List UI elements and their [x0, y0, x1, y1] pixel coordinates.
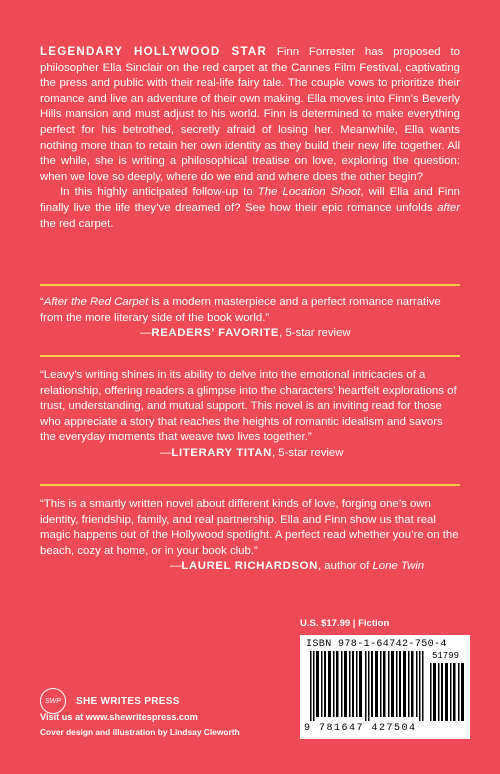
blurb-text: the red carpet.: [40, 217, 114, 230]
price-category: U.S. $17.99 | Fiction: [300, 618, 390, 629]
barcode: [300, 635, 470, 739]
blurb-paragraph-2: [40, 185, 460, 232]
ean-barcode-bars: [310, 651, 424, 721]
publisher-name: SHE WRITES PRESS: [76, 695, 180, 707]
quote-body: is a modern masterpiece and a perfect romance narrative from the more literary side of the book world.”: [40, 296, 441, 324]
quote-work-title: Lone Twin: [372, 560, 425, 573]
cover-credit: Cover design and illustration by Lindsay Cleworth: [40, 727, 240, 737]
quote-source: LITERARY TITAN: [171, 446, 272, 459]
emphasis: after: [437, 201, 460, 214]
quote-source: LAUREL RICHARDSON: [181, 560, 318, 573]
book-title-ref: The Location Shoot: [257, 186, 361, 199]
publisher-logo-icon: SWP: [40, 688, 66, 714]
review-quote-2: [40, 368, 460, 462]
quote-note: , 5-star review: [279, 327, 351, 340]
addon-price-code: 51799: [432, 651, 460, 661]
blurb-text: In this highly anticipated follow-up to: [60, 186, 258, 199]
quote-note: , author of: [317, 560, 373, 573]
divider-rule: [40, 284, 460, 286]
quote-note: , 5-star review: [271, 446, 344, 459]
divider-rule: [40, 484, 460, 486]
blurb-text: , will Ella and Finn finally live the life they’ve dreamed of? See how their epic romance unfolds: [40, 186, 460, 214]
publisher-website: Visit us at www.shewritespress.com: [40, 712, 198, 722]
quote-attribution: —LITERARY TITAN, 5-star review: [160, 446, 344, 459]
blurb-text: Finn Forrester has proposed to philosopher Ella Sinclair on the red carpet at the Cannes Film Festival, captivating the press and public with their real-life fairy tale. The couple vows to prioritize their romance and live an adventure of their own making. Ella moves into Finn’s Beverly Hills mansion and must adjust to his world. Finn is determined to make everything perfect for his betrothed, secretly afraid of losing her. Meanwhile, Ella wants nothing more than to retain her own identity as they build their new life together. All the while, she is writing a philosophical treatise on love, exploring the question: when we love so deeply, where do we end and where does the other begin?: [40, 46, 460, 183]
quote-book-title: After the Red Carpet: [43, 296, 149, 308]
review-quote-1: [40, 295, 460, 342]
quote-attribution: —READERS’ FAVORITE, 5-star review: [140, 327, 351, 340]
ean-number: 9 781647 427504: [304, 723, 417, 734]
quote-source: READERS’ FAVORITE: [151, 327, 280, 340]
divider-rule: [40, 355, 460, 357]
addon-barcode-bars: [430, 663, 466, 721]
quote-text: “Leavy’s writing shines in its ability to delve into the emotional intricacies of a relationship, offering readers a glimpse into the characters’ heartfelt explorations of trust, understanding, and mutual support. This novel is an inviting read for those who appreciate a story that reaches the heights of romantic idealism and savors the everyday moments that weave two lives together.”: [40, 369, 457, 444]
quote-attribution: —LAUREL RICHARDSON, author of Lone Twin: [170, 560, 425, 573]
quote-text: “This is a smartly written novel about different kinds of love, forging one’s own identity, friendship, family, and real partnership. Ella and Finn show us that real magic happens out of the Hollywood spotlight. A perfect read whether you’re on the beach, cozy at home, or in your book club.”: [40, 498, 459, 557]
quote-text: “After the Red Carpet is a modern masterpiece and a perfect romance narrative from the more literary side of the book world.”: [40, 296, 441, 324]
blurb-paragraph-1: [40, 44, 460, 185]
blurb-lead: LEGENDARY HOLLYWOOD STAR: [40, 45, 268, 58]
publisher-block: [40, 688, 180, 714]
book-blurb: [40, 44, 460, 232]
review-quote-3: [40, 497, 460, 575]
isbn-number: ISBN 978-1-64742-750-4: [306, 639, 447, 650]
